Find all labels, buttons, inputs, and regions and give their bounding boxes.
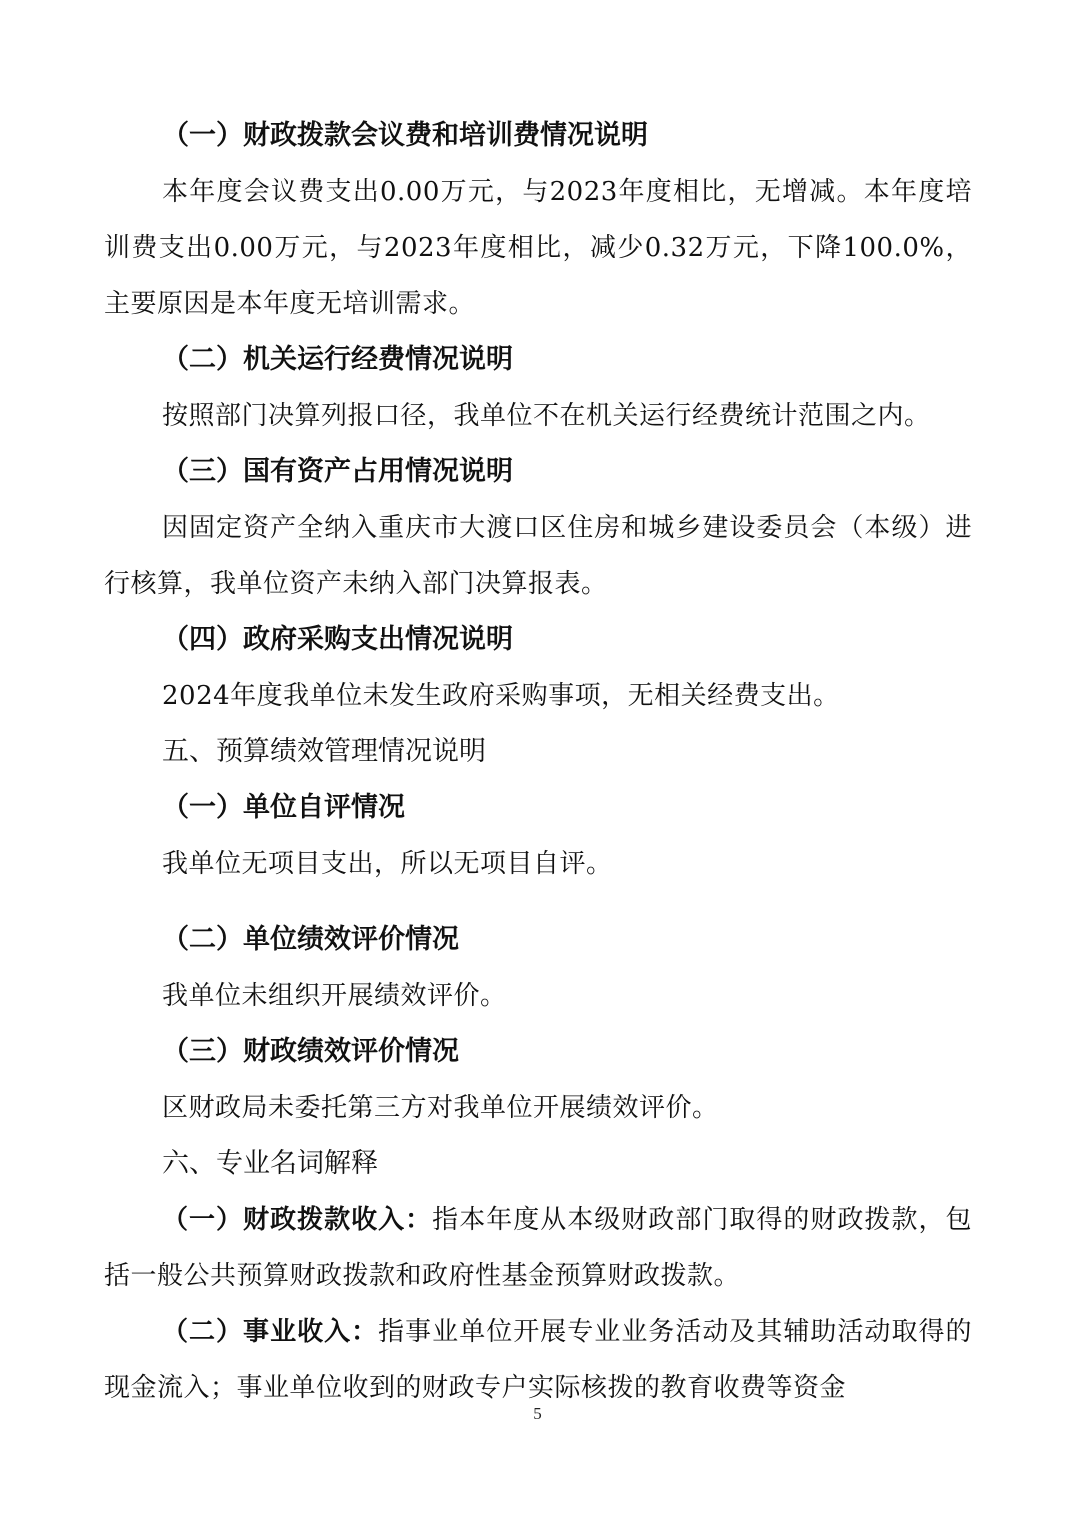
term-definition: [104, 1304, 972, 1416]
section-heading: （四）政府采购支出情况说明: [162, 624, 513, 655]
paragraph: 本年度会议费支出0.00万元，与2023年度相比，无增减。本年度培训费支出0.00万元，与2023年度相比，减少0.32万元，下降100.0%，主要原因是本年度无培训需求。: [104, 177, 972, 319]
section-heading: （三）财政绩效评价情况: [162, 1036, 459, 1067]
chapter-heading: 五、预算绩效管理情况说明: [162, 736, 486, 767]
section-heading: （三）国有资产占用情况说明: [162, 456, 513, 487]
term-label: （二）事业收入：: [162, 1317, 379, 1347]
term-text: 指本年度从本级财政部门取得的财政拨款，包括一般公共预算财政拨款和政府性基金预算财政拨款。: [104, 1205, 972, 1291]
paragraph: 因固定资产全纳入重庆市大渡口区住房和城乡建设委员会（本级）进行核算，我单位资产未纳入部门决算报表。: [104, 513, 972, 599]
term-text: 指事业单位开展专业业务活动及其辅助活动取得的现金流入；事业单位收到的财政专户实际核拨的教育收费等资金: [104, 1317, 972, 1403]
section-heading: （一）财政拨款会议费和培训费情况说明: [162, 120, 648, 151]
paragraph: 按照部门决算列报口径，我单位不在机关运行经费统计范围之内。: [162, 401, 931, 431]
chapter-heading: 六、专业名词解释: [162, 1148, 378, 1179]
paragraph: 2024年度我单位未发生政府采购事项，无相关经费支出。: [162, 681, 840, 711]
term-label: （一）财政拨款收入：: [162, 1205, 433, 1235]
section-heading: （一）单位自评情况: [162, 792, 405, 823]
paragraph: 我单位无项目支出，所以无项目自评。: [162, 849, 613, 879]
page-number: 5: [533, 1404, 542, 1423]
section-heading: （二）机关运行经费情况说明: [162, 344, 513, 375]
document-page: [104, 108, 972, 1416]
section-heading: （二）单位绩效评价情况: [162, 924, 459, 955]
paragraph: 区财政局未委托第三方对我单位开展绩效评价。: [162, 1093, 719, 1123]
term-definition: [104, 1192, 972, 1304]
paragraph: 我单位未组织开展绩效评价。: [162, 981, 507, 1011]
